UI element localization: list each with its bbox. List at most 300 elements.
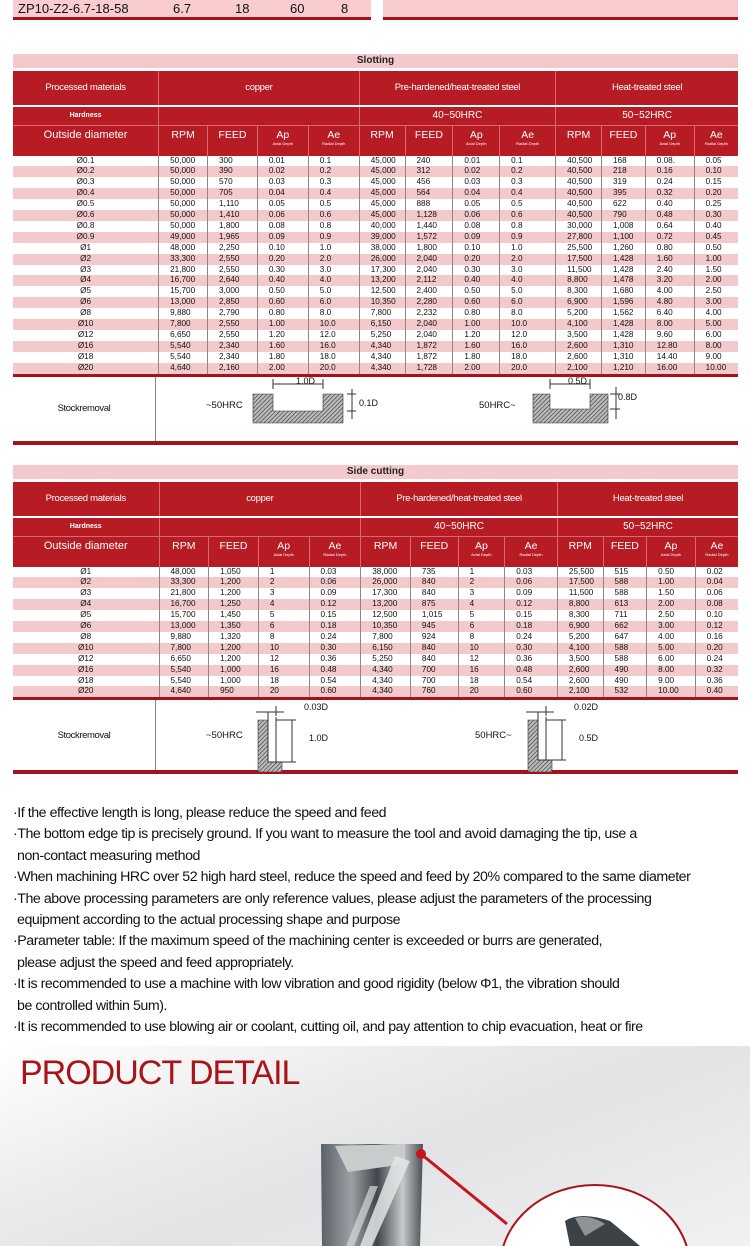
table-cell: 700 [410,665,458,676]
slotting-section [13,54,738,445]
table-cell: 0.3 [308,177,359,188]
table-cell: 0.54 [309,676,361,687]
table-cell: 168 [601,156,645,167]
table-cell: 0.50 [257,286,308,297]
row-value: 6.7 [173,1,192,16]
table-row [13,577,738,588]
depth-label: 0.8D [618,391,638,402]
table-cell: 26,000 [361,577,411,588]
material-heat-treated: Heat-treated steel [557,481,738,517]
diameter-cell: Ø20 [13,363,159,375]
table-cell: 647 [603,632,647,643]
table-cell: 13,000 [159,297,208,308]
table-row [13,210,738,221]
note-line: ·The bottom edge tip is precisely ground. If you want to measure the tool and avoid damaging the tip, use a [13,826,637,843]
table-cell: 4,340 [359,363,405,375]
table-cell: 1.50 [647,588,696,599]
table-cell: 790 [601,210,645,221]
materials-row [13,481,738,517]
table-cell: 1 [258,567,309,578]
table-cell: 1,428 [601,319,645,330]
rpm-header: RPM [359,126,405,156]
table-cell: 4.00 [645,286,694,297]
diameter-cell: Ø2 [13,577,159,588]
table-cell: 8.00 [694,341,738,352]
table-cell: 2,280 [405,297,453,308]
table-cell: 5,540 [159,676,209,687]
table-cell: 218 [601,166,645,177]
table-cell: 16.00 [645,363,694,375]
diameter-cell: Ø18 [13,352,159,363]
table-row [13,199,738,210]
hrc-label: 50HRC~ [479,399,516,411]
table-row [13,654,738,665]
hrc-label: 50HRC~ [475,730,512,742]
stock-removal-row [13,377,738,445]
depth-label: 0.1D [359,397,379,408]
table-cell: 0.02 [257,166,308,177]
table-cell: 2.00 [453,363,500,375]
table-cell: 390 [207,166,257,177]
ae-header: Ae Radial Depth [695,537,738,567]
table-cell: 2,040 [405,319,453,330]
table-cell: 1.80 [257,352,308,363]
table-cell: 0.09 [505,588,558,599]
table-cell: 2.0 [500,254,556,265]
table-cell: 2,850 [207,297,257,308]
table-cell: 875 [410,599,458,610]
table-cell: 1,200 [209,654,259,665]
table-cell: 9.00 [705,351,722,361]
table-cell: 0.1 [308,156,359,167]
table-cell: 760 [410,686,458,698]
table-cell: 0.60 [257,297,308,308]
table-cell: 1,965 [207,232,257,243]
end-mill-image-icon [0,1046,750,1246]
table-cell: 0.8 [500,221,556,232]
table-cell: 5.0 [500,286,556,297]
table-cell: 1.60 [645,254,694,265]
product-detail-title: PRODUCT DETAIL [20,1054,300,1092]
table-cell: 10.0 [308,319,359,330]
table-cell: 0.06 [505,577,558,588]
diameter-cell: Ø18 [13,676,159,687]
hardness-label: Hardness [13,517,159,537]
table-row [13,352,738,363]
side-cutting-section [13,465,738,774]
table-cell: 3 [458,588,505,599]
table-cell: 1.00 [257,319,308,330]
table-cell: 2,040 [405,254,453,265]
materials-row [13,70,738,106]
table-cell: 45,000 [359,177,405,188]
table-cell: 2.00 [694,275,738,286]
table-cell: 840 [410,654,458,665]
table-cell: 4,640 [159,363,208,375]
diameter-cell: Ø6 [13,297,159,308]
ae-header: Ae Radial Depth [505,537,558,567]
table-cell: 0.01 [257,156,308,167]
table-cell: 3,500 [556,330,602,341]
table-cell: 1,008 [601,221,645,232]
table-cell: 12.0 [500,330,556,341]
table-cell: 8,300 [557,610,603,621]
table-cell: 20.0 [500,363,556,375]
table-cell: 16 [258,665,309,676]
table-row [13,330,738,341]
table-cell: 18.0 [308,352,359,363]
row-value: 18 [235,1,250,16]
table-cell: 6.00 [647,654,696,665]
table-cell: 0.2 [500,166,556,177]
model-code: ZP10-Z2-6.7-18-58 [18,1,129,16]
diameter-cell: Ø4 [13,275,159,286]
table-cell: 0.6 [500,210,556,221]
table-cell: 5,200 [556,308,602,319]
table-cell: 1.0 [500,243,556,254]
material-copper: copper [159,481,361,517]
table-cell: 1,428 [601,330,645,341]
diameter-cell: Ø10 [13,319,159,330]
table-cell: 11,500 [556,265,602,276]
table-cell: 8.0 [308,308,359,319]
note-line: ·If the effective length is long, please reduce the speed and feed [13,805,387,821]
table-cell: 33,300 [159,577,209,588]
table-cell: 40,500 [556,156,602,167]
table-row [13,166,738,177]
table-row [13,567,738,578]
table-cell: 1,260 [601,243,645,254]
table-cell: 0.03 [257,177,308,188]
table-cell: 0.12 [505,599,558,610]
feed-header: FEED [209,537,259,567]
axial-label: 0.5D [579,733,599,744]
diameter-cell: Ø16 [13,665,159,676]
table-cell: 10 [458,643,505,654]
table-cell: 1,428 [601,254,645,265]
table-cell: 7,800 [359,308,405,319]
table-cell: 0.02 [453,166,500,177]
table-cell: 10,350 [359,297,405,308]
usage-notes [13,803,743,1038]
feed-header: FEED [410,537,458,567]
radial-label: 0.02D [574,702,599,713]
table-cell: 50,000 [159,156,208,167]
table-cell: 8 [458,632,505,643]
table-cell: 4,340 [359,341,405,352]
table-cell: 1.00 [694,254,738,265]
table-cell: 0.32 [695,665,738,676]
table-cell: 2.40 [645,265,694,276]
table-cell: 9.60 [645,330,694,341]
table-cell: 18.0 [500,352,556,363]
table-cell: 1,200 [209,643,259,654]
table-cell: 12.80 [645,341,694,352]
stock-removal-label: Stockremoval [13,377,156,441]
table-cell: 6,900 [557,621,603,632]
table-cell: 5,540 [159,665,209,676]
table-cell: 840 [410,577,458,588]
table-cell: 1,440 [405,221,453,232]
table-cell: 45,000 [359,210,405,221]
table-cell: 5 [458,610,505,621]
table-cell: 0.24 [309,632,361,643]
table-cell: 6 [458,621,505,632]
table-cell: 613 [603,599,647,610]
table-cell: 8.00 [645,319,694,330]
table-row [13,665,738,676]
table-cell: 8,800 [557,599,603,610]
previous-table-right [383,0,738,20]
table-cell: 5.0 [308,286,359,297]
table-cell: 12 [458,654,505,665]
table-cell: 0.30 [257,265,308,276]
table-row [13,254,738,265]
table-cell: 5 [258,610,309,621]
table-cell: 6,150 [361,643,411,654]
table-cell: 50,000 [159,177,208,188]
table-cell: 0.1 [500,156,556,167]
table-cell: 1,015 [410,610,458,621]
table-cell: 2,790 [207,308,257,319]
table-cell: 1,572 [405,232,453,243]
table-cell: 20.0 [308,363,359,375]
table-cell: 2,340 [207,341,257,352]
material-prehardened: Pre-hardened/heat-treated steel [361,481,558,517]
table-cell: 21,800 [159,265,208,276]
table-cell: 5,250 [361,654,411,665]
table-cell: 0.80 [645,243,694,254]
table-cell: 0.30 [694,210,738,221]
table-cell: 4.0 [500,275,556,286]
diameter-cell: Ø0.8 [13,221,159,232]
table-cell: 2,600 [557,665,603,676]
table-cell: 0.32 [645,188,694,199]
table-cell: 48,000 [159,567,209,578]
table-cell: 25,500 [557,567,603,578]
table-cell: 0.08 [453,221,500,232]
table-cell: 4 [258,599,309,610]
table-row [13,286,738,297]
diameter-cell: Ø6 [13,621,159,632]
hardness-label: Hardness [13,106,159,126]
table-cell: 395 [601,188,645,199]
table-cell: 40,500 [556,188,602,199]
table-cell: 0.15 [705,177,722,187]
table-cell: 38,000 [361,567,411,578]
table-cell: 1.50 [705,264,722,274]
table-cell: 30,000 [556,221,602,232]
table-cell: 9,880 [159,632,209,643]
table-cell: 0.24 [645,177,694,188]
table-cell: 3.0 [500,265,556,276]
table-cell: 0.48 [505,665,558,676]
diameter-cell: Ø2 [13,254,159,265]
table-cell: 0.02 [706,566,723,576]
table-cell: 0.06 [706,588,723,598]
slot-diagram-icon [248,379,368,429]
table-cell: 2,600 [556,341,602,352]
table-cell: 1,680 [601,286,645,297]
table-cell: 39,000 [359,232,405,243]
table-row [13,341,738,352]
table-cell: 564 [405,188,453,199]
hrc-label: ~50HRC [206,730,243,742]
table-row [13,319,738,330]
hardness-copper [159,106,360,126]
table-cell: 0.40 [705,220,722,230]
table-cell: 0.24 [706,653,723,663]
table-cell: 588 [603,577,647,588]
table-cell: 0.06 [309,577,361,588]
table-cell: 17,300 [361,588,411,599]
table-cell: 888 [405,199,453,210]
table-cell: 16 [458,665,505,676]
rpm-header: RPM [159,537,209,567]
table-cell: 8.00 [647,665,696,676]
table-cell: 2,400 [405,286,453,297]
table-cell: 0.05 [705,155,722,165]
table-cell: 0.80 [453,308,500,319]
table-cell: 0.30 [309,643,361,654]
table-cell: 2.0 [308,254,359,265]
table-cell: 20 [458,686,505,698]
table-cell: 4,340 [361,665,411,676]
table-cell: 0.60 [309,686,361,698]
table-cell: 45,000 [359,156,405,167]
table-cell: 4,100 [556,319,602,330]
diameter-cell: Ø0.2 [13,166,159,177]
table-cell: 456 [405,177,453,188]
table-cell: 532 [603,686,647,698]
table-cell: 40,500 [556,166,602,177]
table-cell: 12,500 [359,286,405,297]
table-cell: 13,000 [159,621,209,632]
side-cut-diagram-icon [256,702,316,772]
table-cell: 0.9 [308,232,359,243]
previous-table-row [13,0,371,20]
table-cell: 15,700 [159,286,208,297]
table-cell: 12.0 [308,330,359,341]
table-cell: 15,700 [159,610,209,621]
table-cell: 0.5 [500,199,556,210]
table-cell: 12 [258,654,309,665]
product-detail-banner [0,1046,750,1246]
table-row [13,610,738,621]
table-cell: 700 [410,676,458,687]
diameter-cell: Ø0.3 [13,177,159,188]
table-cell: 0.4 [500,188,556,199]
table-cell: 0.18 [505,621,558,632]
hardness-prehardened: 40~50HRC [359,106,555,126]
table-cell: 9.00 [647,676,696,687]
table-row [13,221,738,232]
note-line: ·When machining HRC over 52 high hard steel, reduce the speed and feed by 20% compared to the same diameter [13,869,691,886]
table-cell: 5.00 [647,643,696,654]
table-row [13,363,738,375]
table-cell: 49,000 [159,232,208,243]
table-cell: 4,340 [359,352,405,363]
diameter-cell: Ø3 [13,588,159,599]
rpm-header: RPM [159,126,208,156]
table-cell: 2,232 [405,308,453,319]
table-cell: 17,300 [359,265,405,276]
table-cell: 0.60 [505,686,558,698]
row-value: 60 [290,1,305,16]
table-cell: 2,600 [556,352,602,363]
table-cell: 27,800 [556,232,602,243]
table-cell: 18 [458,676,505,687]
table-cell: 2,112 [405,275,453,286]
table-cell: 622 [601,199,645,210]
slotting-table [13,68,738,377]
table-cell: 0.30 [505,643,558,654]
material-heat-treated: Heat-treated steel [556,70,738,106]
table-cell: 4.80 [645,297,694,308]
table-cell: 6.40 [645,308,694,319]
table-cell: 1,310 [601,352,645,363]
table-cell: 4,340 [361,676,411,687]
table-cell: 18 [258,676,309,687]
table-cell: 662 [603,621,647,632]
table-cell: 11,500 [557,588,603,599]
table-cell: 6,900 [556,297,602,308]
table-row [13,621,738,632]
table-cell: 16.0 [500,341,556,352]
table-cell: 20 [258,686,309,698]
table-cell: 0.20 [453,254,500,265]
table-cell: 0.50 [705,242,722,252]
table-row [13,232,738,243]
diameter-cell: Ø0.4 [13,188,159,199]
hardness-heat-treated: 50~52HRC [557,517,738,537]
table-row [13,275,738,286]
table-cell: 50,000 [159,166,208,177]
table-cell: 1.80 [453,352,500,363]
table-cell: 1,428 [601,265,645,276]
table-cell: 0.36 [706,675,723,685]
table-cell: 0.20 [695,643,738,654]
rpm-header: RPM [556,126,602,156]
table-cell: 0.08 [695,599,738,610]
table-cell: 45,000 [359,166,405,177]
table-cell: 14.40 [645,352,694,363]
table-cell: 0.80 [257,308,308,319]
table-cell: 0.20 [694,188,738,199]
table-cell: 3.00 [694,297,738,308]
table-cell: 2,040 [405,330,453,341]
feed-header: FEED [207,126,257,156]
table-cell: 0.16 [645,166,694,177]
table-cell: 8.0 [500,308,556,319]
table-cell: 0.30 [453,265,500,276]
table-cell: 3,000 [207,286,257,297]
table-cell: 1 [458,567,505,578]
hardness-row [13,517,738,537]
note-line: be controlled within 5um). [17,997,167,1014]
table-cell: 1,050 [209,567,259,578]
previous-table-fragment [0,0,750,20]
table-cell: 2.50 [705,286,722,296]
table-cell: 1.0 [308,243,359,254]
processed-materials-label: Processed materials [13,70,159,106]
table-cell: 50,000 [159,188,208,199]
feed-header: FEED [405,126,453,156]
diameter-cell: Ø0.1 [13,156,159,167]
table-cell: 0.09 [453,232,500,243]
table-cell: 0.9 [500,232,556,243]
table-cell: 9,880 [159,308,208,319]
